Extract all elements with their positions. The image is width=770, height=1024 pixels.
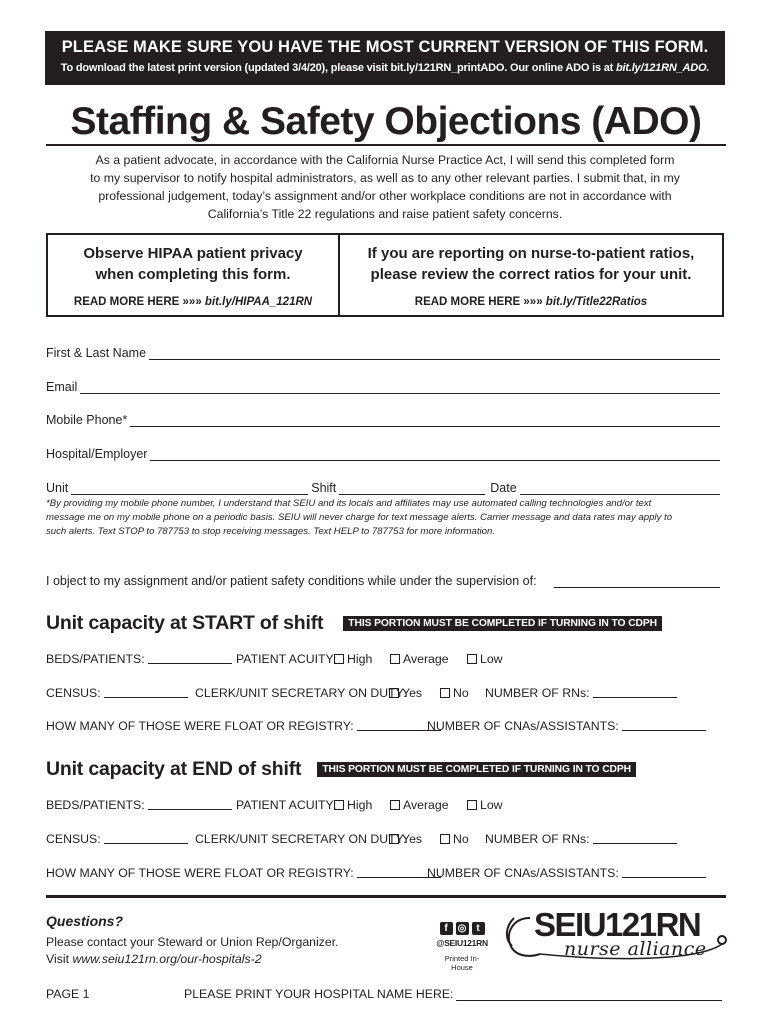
checkbox-icon[interactable]	[334, 800, 344, 810]
hipaa-link[interactable]: bit.ly/HIPAA_121RN	[204, 296, 313, 308]
end-beds-blank[interactable]	[148, 800, 232, 810]
unit-label: Unit	[46, 481, 69, 495]
email-field[interactable]	[46, 380, 720, 394]
checkbox-icon[interactable]	[467, 800, 477, 810]
hospital-field[interactable]	[46, 447, 720, 461]
start-acuity-label: PATIENT ACUITY:	[236, 652, 337, 666]
instagram-icon[interactable]: ◎	[456, 922, 469, 935]
start-rns-blank[interactable]	[593, 688, 677, 698]
start-heading: Unit capacity at START of shift	[46, 612, 324, 634]
social-handle: @SEIU121RN	[436, 938, 488, 948]
email-label: Email	[46, 380, 78, 394]
hospital-name-label: PLEASE PRINT YOUR HOSPITAL NAME HERE:	[184, 987, 454, 1001]
start-census: CENSUS:	[46, 686, 188, 700]
start-clerk-label: CLERK/UNIT SECRETARY ON DUTY:	[195, 686, 407, 700]
start-yes-option[interactable]: Yes	[389, 686, 422, 700]
end-rns-blank[interactable]	[593, 834, 677, 844]
supervisor-blank[interactable]	[554, 577, 720, 588]
objection-field	[46, 574, 720, 588]
hospital-name-blank[interactable]	[456, 990, 722, 1001]
end-cnas-blank[interactable]	[622, 868, 706, 878]
end-yes-option[interactable]: Yes	[389, 832, 422, 846]
questions-title: Questions?	[46, 913, 124, 929]
end-cdph-tag: THIS PORTION MUST BE COMPLETED IF TURNING IN TO CDPH	[317, 762, 636, 777]
banner-subtitle	[45, 62, 725, 74]
email-blank[interactable]	[80, 383, 720, 394]
printed-in-house: Printed In-House	[444, 954, 480, 972]
form-title: Staffing & Safety Objections (ADO)	[70, 100, 702, 143]
ratios-prefix: READ MORE HERE »»»	[414, 296, 546, 308]
start-no-option[interactable]: No	[440, 686, 469, 700]
hospital-label: Hospital/Employer	[46, 447, 148, 461]
start-float: HOW MANY OF THOSE WERE FLOAT OR REGISTRY:	[46, 719, 441, 733]
objection-label: I object to my assignment and/or patient safety conditions while under the supervision of:	[46, 574, 537, 588]
date-label: Date	[490, 481, 517, 495]
checkbox-icon[interactable]	[389, 688, 399, 698]
hipaa-notice	[46, 233, 340, 317]
end-section-header	[46, 758, 636, 781]
hipaa-line1: Observe HIPAA patient privacy	[83, 245, 303, 262]
ratios-link[interactable]: bit.ly/Title22Ratios	[545, 296, 648, 308]
end-cnas: NUMBER OF CNAs/ASSISTANTS:	[427, 866, 706, 880]
end-float: HOW MANY OF THOSE WERE FLOAT OR REGISTRY:	[46, 866, 441, 880]
checkbox-icon[interactable]	[440, 834, 450, 844]
social-block	[434, 922, 490, 972]
phone-blank[interactable]	[130, 416, 720, 427]
date-blank[interactable]	[520, 484, 720, 495]
ratios-notice	[340, 233, 724, 317]
intro-paragraph: As a patient advocate, in accordance with the California Nurse Practice Act, I will send this completed form to my supervisor to notify hospital administrators, as well as to any other relevant parties. I submit that, in my professional judgement, today’s assignment and/or other workplace conditions are not in accordance with California’s Title 22 regulations and raise patient safety concerns.	[90, 153, 680, 221]
end-acuity-label: PATIENT ACUITY:	[236, 798, 337, 812]
start-average-option[interactable]: Average	[390, 652, 449, 666]
end-beds: BEDS/PATIENTS:	[46, 798, 232, 812]
hipaa-line2: when completing this form.	[95, 266, 291, 283]
checkbox-icon[interactable]	[390, 654, 400, 664]
checkbox-icon[interactable]	[334, 654, 344, 664]
facebook-icon[interactable]: f	[440, 922, 453, 935]
shift-blank[interactable]	[339, 484, 485, 495]
start-low-option[interactable]: Low	[467, 652, 503, 666]
end-heading: Unit capacity at END of shift	[46, 758, 302, 780]
start-beds-blank[interactable]	[148, 654, 232, 664]
hipaa-prefix: READ MORE HERE »»»	[73, 296, 205, 308]
end-rns: NUMBER OF RNs:	[485, 832, 677, 846]
end-high-option[interactable]: High	[334, 798, 372, 812]
shift-label: Shift	[311, 481, 337, 495]
form-title-wrap	[46, 98, 726, 146]
start-cnas-blank[interactable]	[622, 721, 706, 731]
footer-divider	[46, 895, 726, 898]
name-field[interactable]	[46, 346, 720, 360]
visit-prefix: Visit	[46, 952, 73, 966]
checkbox-icon[interactable]	[389, 834, 399, 844]
phone-field[interactable]	[46, 413, 720, 427]
start-cdph-tag: THIS PORTION MUST BE COMPLETED IF TURNING IN TO CDPH	[343, 616, 662, 631]
banner-sub-text: To download the latest print version (updated 3/4/20), please visit bit.ly/121RN_printADO. Our online ADO is at	[60, 62, 616, 74]
start-cnas: NUMBER OF CNAs/ASSISTANTS:	[427, 719, 706, 733]
questions-visit	[46, 952, 262, 966]
version-banner	[45, 31, 725, 85]
online-ado-link[interactable]: bit.ly/121RN_ADO.	[616, 62, 710, 74]
unit-blank[interactable]	[71, 484, 308, 495]
questions-contact: Please contact your Steward or Union Rep/Organizer.	[46, 935, 339, 949]
end-no-option[interactable]: No	[440, 832, 469, 846]
banner-title: PLEASE MAKE SURE YOU HAVE THE MOST CURRENT VERSION OF THIS FORM.	[61, 38, 709, 56]
page-number: PAGE 1	[46, 987, 90, 1001]
end-census: CENSUS:	[46, 832, 188, 846]
phone-label: Mobile Phone*	[46, 413, 128, 427]
unit-shift-date-row	[46, 481, 720, 495]
ratios-line1: If you are reporting on nurse-to-patient ratios,	[367, 245, 695, 262]
seiu-logo	[500, 904, 730, 966]
name-label: First & Last Name	[46, 346, 147, 360]
hospital-blank[interactable]	[150, 450, 720, 461]
end-average-option[interactable]: Average	[390, 798, 449, 812]
end-low-option[interactable]: Low	[467, 798, 503, 812]
start-high-option[interactable]: High	[334, 652, 372, 666]
checkbox-icon[interactable]	[440, 688, 450, 698]
start-beds: BEDS/PATIENTS:	[46, 652, 232, 666]
checkbox-icon[interactable]	[467, 654, 477, 664]
end-census-blank[interactable]	[104, 834, 188, 844]
start-census-blank[interactable]	[104, 688, 188, 698]
start-section-header	[46, 612, 662, 635]
hospitals-link[interactable]: www.seiu121rn.org/our-hospitals-2	[72, 952, 262, 966]
logo-wordmark: SEIU121RN	[534, 906, 701, 943]
checkbox-icon[interactable]	[390, 800, 400, 810]
twitter-icon[interactable]: t	[472, 922, 485, 935]
logo-tagline: nurse alliance	[564, 938, 707, 960]
hospital-name-field	[184, 987, 722, 1001]
start-rns: NUMBER OF RNs:	[485, 686, 677, 700]
name-blank[interactable]	[149, 349, 720, 360]
ratios-line2: please review the correct ratios for your unit.	[370, 266, 692, 283]
sms-disclaimer: *By providing my mobile phone number, I understand that SEIU and its locals and affiliates may use automated calling technologies and/or text message me on my mobile phone on a periodic basis. SEIU will never charge for text message alerts. Carrier message and data rates may apply to such alerts. Text STOP to 787753 to stop receiving messages. Text HELP to 787753 for more information.	[46, 498, 673, 537]
end-clerk-label: CLERK/UNIT SECRETARY ON DUTY:	[195, 832, 407, 846]
